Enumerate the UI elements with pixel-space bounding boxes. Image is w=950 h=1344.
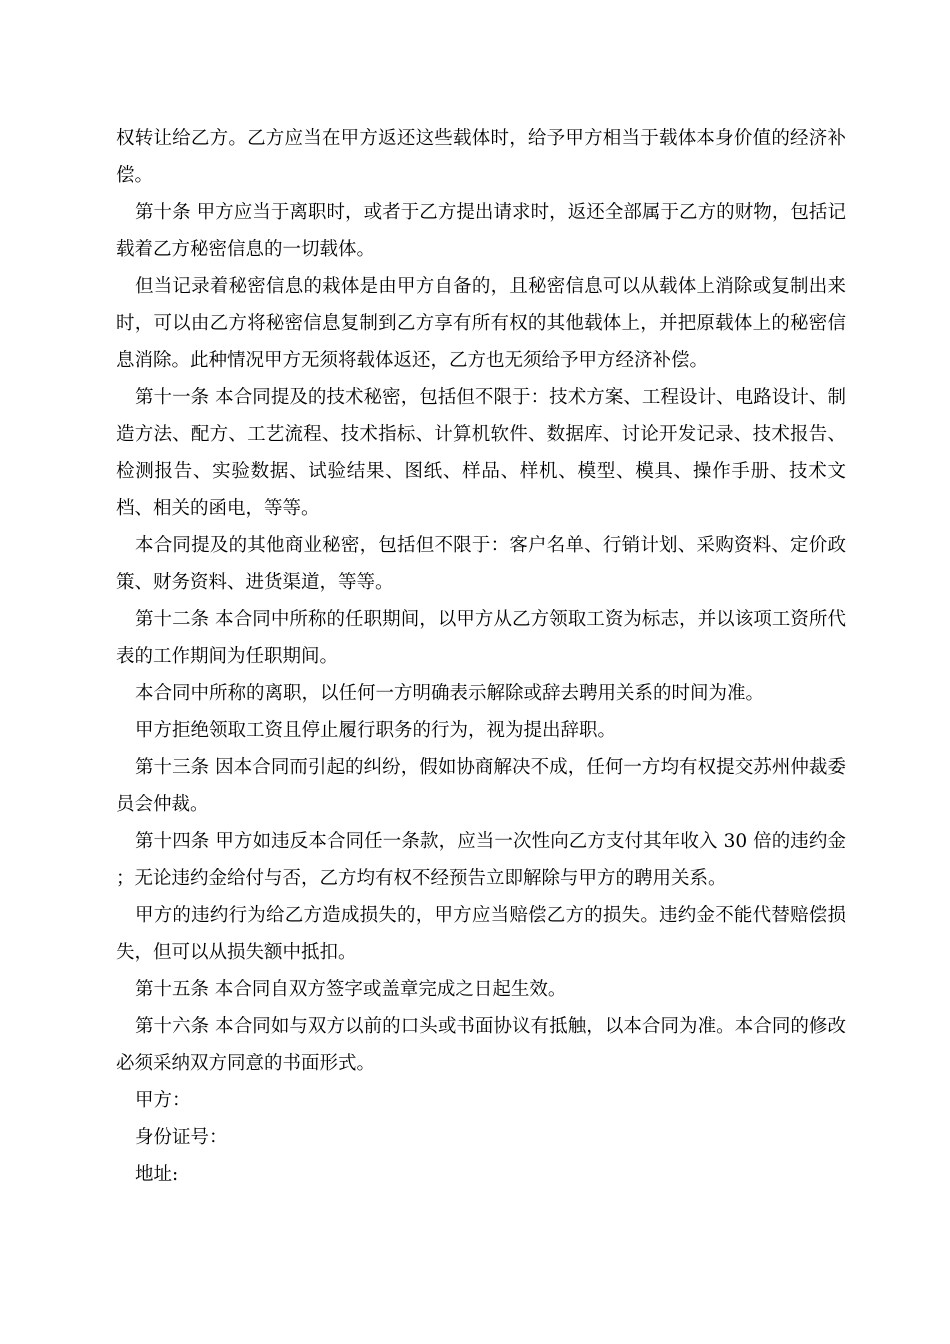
paragraph-article-10-detail: 但当记录着秘密信息的栽体是由甲方自备的，且秘密信息可以从载体上消除或复制出来时，可以由乙方将秘密信息复制到乙方享有所有权的其他载体上，并把原载体上的秘密信息消除。此种情况甲方无须将载体返还，乙方也无须给予甲方经济补偿。: [116, 276, 846, 371]
paragraph-article-12-refusal: 甲方拒绝领取工资且停止履行职务的行为，视为提出辞职。: [135, 720, 617, 741]
signature-id-number-label: 身份证号：: [135, 1127, 228, 1148]
paragraph-article-13: 第十三条 因本合同而引起的纠纷，假如协商解决不成，任何一方均有权提交苏州仲裁委员会仲裁。: [116, 757, 846, 815]
paragraph-article-14: 第十四条 甲方如违反本合同任一条款，应当一次性向乙方支付其年收入 30 倍的违约金 ；无论违约金给付与否，乙方均有权不经预告立即解除与甲方的聘用关系。: [116, 831, 846, 889]
paragraph-article-15: 第十五条 本合同自双方签字或盖章完成之日起生效。: [135, 979, 567, 1000]
paragraph-article-12: 第十二条 本合同中所称的任职期间，以甲方从乙方领取工资为标志，并以该项工资所代表的工作期间为任职期间。: [116, 609, 846, 667]
document-page: [116, 120, 846, 1193]
signature-party-a-label: 甲方：: [135, 1090, 191, 1111]
paragraph-continuation: 权转让给乙方。乙方应当在甲方返还这些载体时，给予甲方相当于载体本身价值的经济补偿。: [116, 128, 846, 186]
paragraph-article-11: 第十一条 本合同提及的技术秘密，包括但不限于：技术方案、工程设计、电路设计、制造方法、配方、工艺流程、技术指标、计算机软件、数据库、讨论开发记录、技术报告、检测报告、实验数据、试验结果、图纸、样品、样机、模型、模具、操作手册、技术文档、相关的函电，等等。: [116, 387, 846, 519]
paragraph-article-12-resignation: 本合同中所称的离职，以任何一方明确表示解除或辞去聘用关系的时间为准。: [135, 683, 765, 704]
paragraph-article-16: 第十六条 本合同如与双方以前的口头或书面协议有抵触，以本合同为准。本合同的修改必须采纳双方同意的书面形式。: [116, 1016, 846, 1074]
paragraph-article-11-detail: 本合同提及的其他商业秘密，包括但不限于：客户名单、行销计划、采购资料、定价政策、财务资料、进货渠道，等等。: [116, 535, 846, 593]
paragraph-article-10: 第十条 甲方应当于离职时，或者于乙方提出请求时，返还全部属于乙方的财物，包括记载着乙方秘密信息的一切载体。: [116, 202, 846, 260]
signature-address-label: 地址:: [135, 1164, 179, 1185]
paragraph-article-14-damages: 甲方的违约行为给乙方造成损失的，甲方应当赔偿乙方的损失。违约金不能代替赔偿损失，但可以从损失额中抵扣。: [116, 905, 846, 963]
